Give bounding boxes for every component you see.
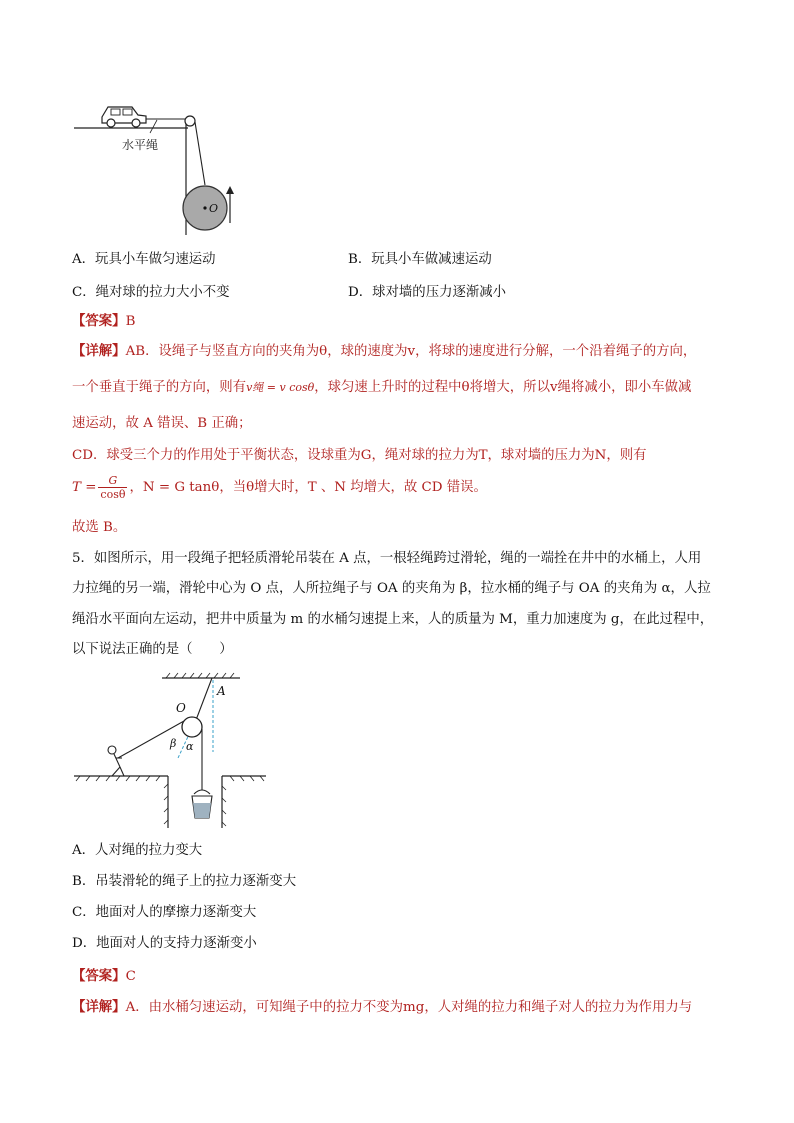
q5-answer: 【答案】C (72, 968, 136, 984)
label-a: A (217, 684, 226, 698)
toy-car (102, 107, 146, 127)
q4-detail-line-4: CD．球受三个力的作用处于平衡状态，设球重为G，绳对球的拉力为T，球对墙的压力为N，则有 (72, 448, 647, 463)
q5-stem-line-3: 绳沿水平面向左运动，把井中质量为 m 的水桶匀速提上来，人的质量为 M，重力加速度为 g，在此过程中， (72, 612, 714, 627)
q5-option-b: B．吊装滑轮的绳子上的拉力逐渐变大 (72, 874, 297, 889)
fraction-g-over-cos: $\frac{G}{\cos\theta}$ (100, 474, 126, 501)
answer-tag: 【答案】 (72, 313, 126, 329)
pulley (185, 116, 195, 126)
q4-option-c: C．绳对球的拉力大小不变 (72, 285, 230, 300)
q5-option-a: A．人对绳的拉力变大 (72, 843, 203, 858)
formula-rope-velocity: v绳 = v cosθ (246, 381, 315, 394)
q4-detail-line-5: T = $\frac{G}{\cos\theta}$ ，N = G tanθ，当θ增大时，T 、N 均增大，故 CD 错误。 (72, 474, 487, 501)
q5-option-d: D．地面对人的支持力逐渐变小 (72, 936, 257, 951)
q5-stem-line-4: 以下说法正确的是（ ） (72, 642, 233, 657)
q4-detail-line-2: 一个垂直于绳子的方向，则有v绳 = v cosθ，球匀速上升时的过程中θ将增大，所以v绳将减小，即小车做减 (72, 380, 692, 395)
q4-option-a: A．玩具小车做匀速运动 (72, 252, 216, 267)
pulley (182, 717, 202, 737)
answer-value: B (125, 314, 136, 329)
slanted-rope (195, 122, 205, 185)
person (108, 746, 124, 776)
hanging-rope (196, 678, 212, 720)
label-o: O (176, 701, 186, 715)
label-beta: β (170, 737, 177, 750)
figure-car-pulley (70, 95, 250, 240)
label-alpha: α (186, 740, 194, 753)
figure-well-pulley (70, 672, 270, 832)
q5-option-c: C．地面对人的摩擦力逐渐变大 (72, 905, 257, 920)
detail-tag: 【详解】 (72, 343, 126, 359)
center-label: O (209, 202, 219, 215)
q4-option-b: B．玩具小车做减速运动 (348, 252, 492, 267)
q5-detail-line-1: 【详解】A．由水桶匀速运动，可知绳子中的拉力不变为mg，人对绳的拉力和绳子对人的拉力为作用力与 (72, 999, 693, 1015)
q4-detail-line-3: 速运动，故 A 错误、B 正确； (72, 416, 252, 431)
q4-detail-line-1: 【详解】AB．设绳子与竖直方向的夹角为θ，球的速度为v，将球的速度进行分解，一个沿着绳子的方向， (72, 343, 697, 359)
q4-answer (72, 311, 135, 332)
q4-option-d: D．球对墙的压力逐渐减小 (348, 285, 507, 300)
q5-stem-line-1: 5．如图所示，用一段绳子把轻质滑轮吊装在 A 点，一根轻绳跨过滑轮，绳的一端拴在井中的水桶上，人用 (72, 551, 702, 566)
q4-conclusion: 故选 B。 (72, 520, 127, 535)
bucket (192, 790, 212, 818)
q5-stem-line-2: 力拉绳的另一端，滑轮中心为 O 点，人所拉绳子与 OA 的夹角为 β，拉水桶的绳子与 OA 的夹角为 α，人拉 (72, 581, 711, 596)
rope-label: 水平绳 (122, 138, 159, 152)
